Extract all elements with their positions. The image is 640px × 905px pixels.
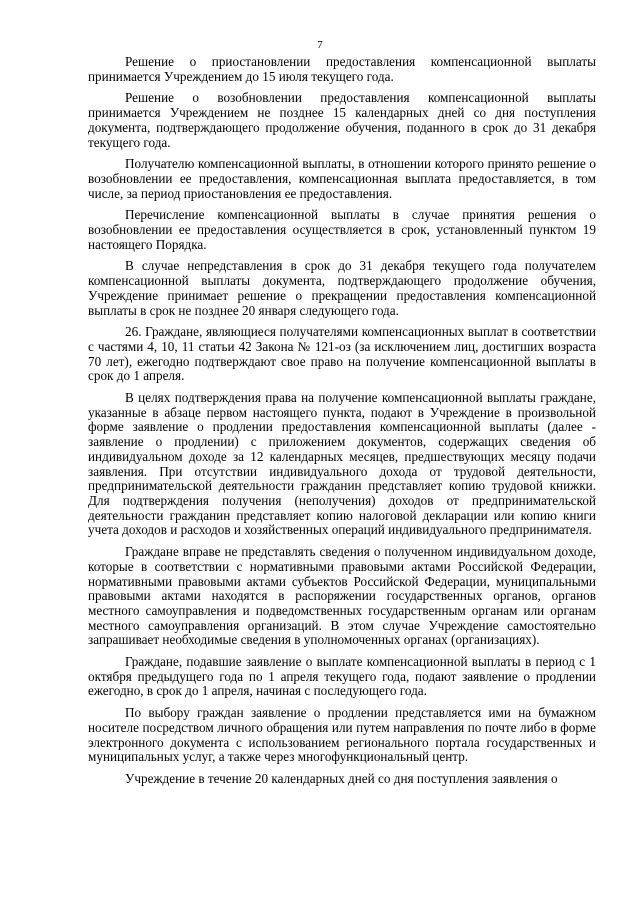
paragraph: Перечисление компенсационной выплаты в случае принятия решения о возобновлении ее предоставления осуществляется в срок, установленный пунктом 19 настоящего Порядка. bbox=[88, 207, 596, 252]
paragraph: Учреждение в течение 20 календарных дней со дня поступления заявления о bbox=[125, 770, 558, 786]
paragraph: Получателю компенсационной выплаты, в отношении которого принято решение о возобновлении ее предоставления, компенсационная выплата предоставляется, в том числе, за период приостановления ее предоставления. bbox=[88, 156, 596, 201]
paragraph: Граждане, подавшие заявление о выплате компенсационной выплаты в период с 1 октября предыдущего года по 1 апреля текущего года, подают заявление о продлении ежегодно, в срок до 1 апреля, начиная с последующего года. bbox=[88, 654, 596, 699]
paragraph: В целях подтверждения права на получение компенсационной выплаты граждане, указанные в абзаце первом настоящего пункта, подают в Учреждение в произвольной форме заявление о продлении предоставления компенсационной выплаты (далее - заявление о продлении) с приложением документов, содержащих сведения об индивидуальном доходе за 12 календарных месяцев, предшествующих месяцу подачи заявления. При отсутствии индивидуального дохода от трудовой деятельности, предпринимательской деятельности гражданин представляет копию трудовой книжки. Для подтверждения получения (неполучения) доходов от предпринимательской деятельности гражданин представляет копию налоговой декларации или копию книги учета доходов и расходов и хозяйственных операций индивидуального предпринимателя. bbox=[88, 390, 596, 538]
paragraph: В случае непредставления в срок до 31 декабря текущего года получателем компенсационной выплаты документа, подтверждающего продолжение обучения, Учреждение принимает решение о прекращении предоставления компенсационной выплаты в срок не позднее 20 января следующего года. bbox=[88, 258, 596, 318]
page-number: 7 bbox=[317, 39, 323, 51]
document-body bbox=[88, 55, 596, 794]
paragraph: Решение о возобновлении предоставления компенсационной выплаты принимается Учреждением не позднее 15 календарных дней со дня поступления документа, подтверждающего продолжение обучения, поданного в срок до 31 декабря текущего года. bbox=[88, 90, 596, 150]
paragraph: Граждане вправе не представлять сведения о полученном индивидуальном доходе, которые в соответствии с нормативными правовыми актами Российской Федерации, нормативными правовыми актами субъектов Российской Федерации, муниципальными правовыми актами находятся в распоряжении государственных органов, органов местного самоуправления и подведомственных государственным органам или органам местного самоуправления организаций. В этом случае Учреждение самостоятельно запрашивает необходимые сведения в уполномоченных органах (организациях). bbox=[88, 544, 596, 648]
paragraph: Решение о приостановлении предоставления компенсационной выплаты принимается Учреждением до 15 июля текущего года. bbox=[88, 54, 596, 84]
paragraph: По выбору граждан заявление о продлении представляется ими на бумажном носителе посредством личного обращения или путем направления по почте либо в форме электронного документа с использованием регионального портала государственных и муниципальных услуг, а также через многофункциональный центр. bbox=[88, 705, 596, 765]
paragraph: 26. Граждане, являющиеся получателями компенсационных выплат в соответствии с частями 4, 10, 11 статьи 42 Закона № 121-оз (за исключением лиц, достигших возраста 70 лет), ежегодно подтверждают свое право на получение компенсационной выплаты в срок до 1 апреля. bbox=[88, 324, 596, 384]
